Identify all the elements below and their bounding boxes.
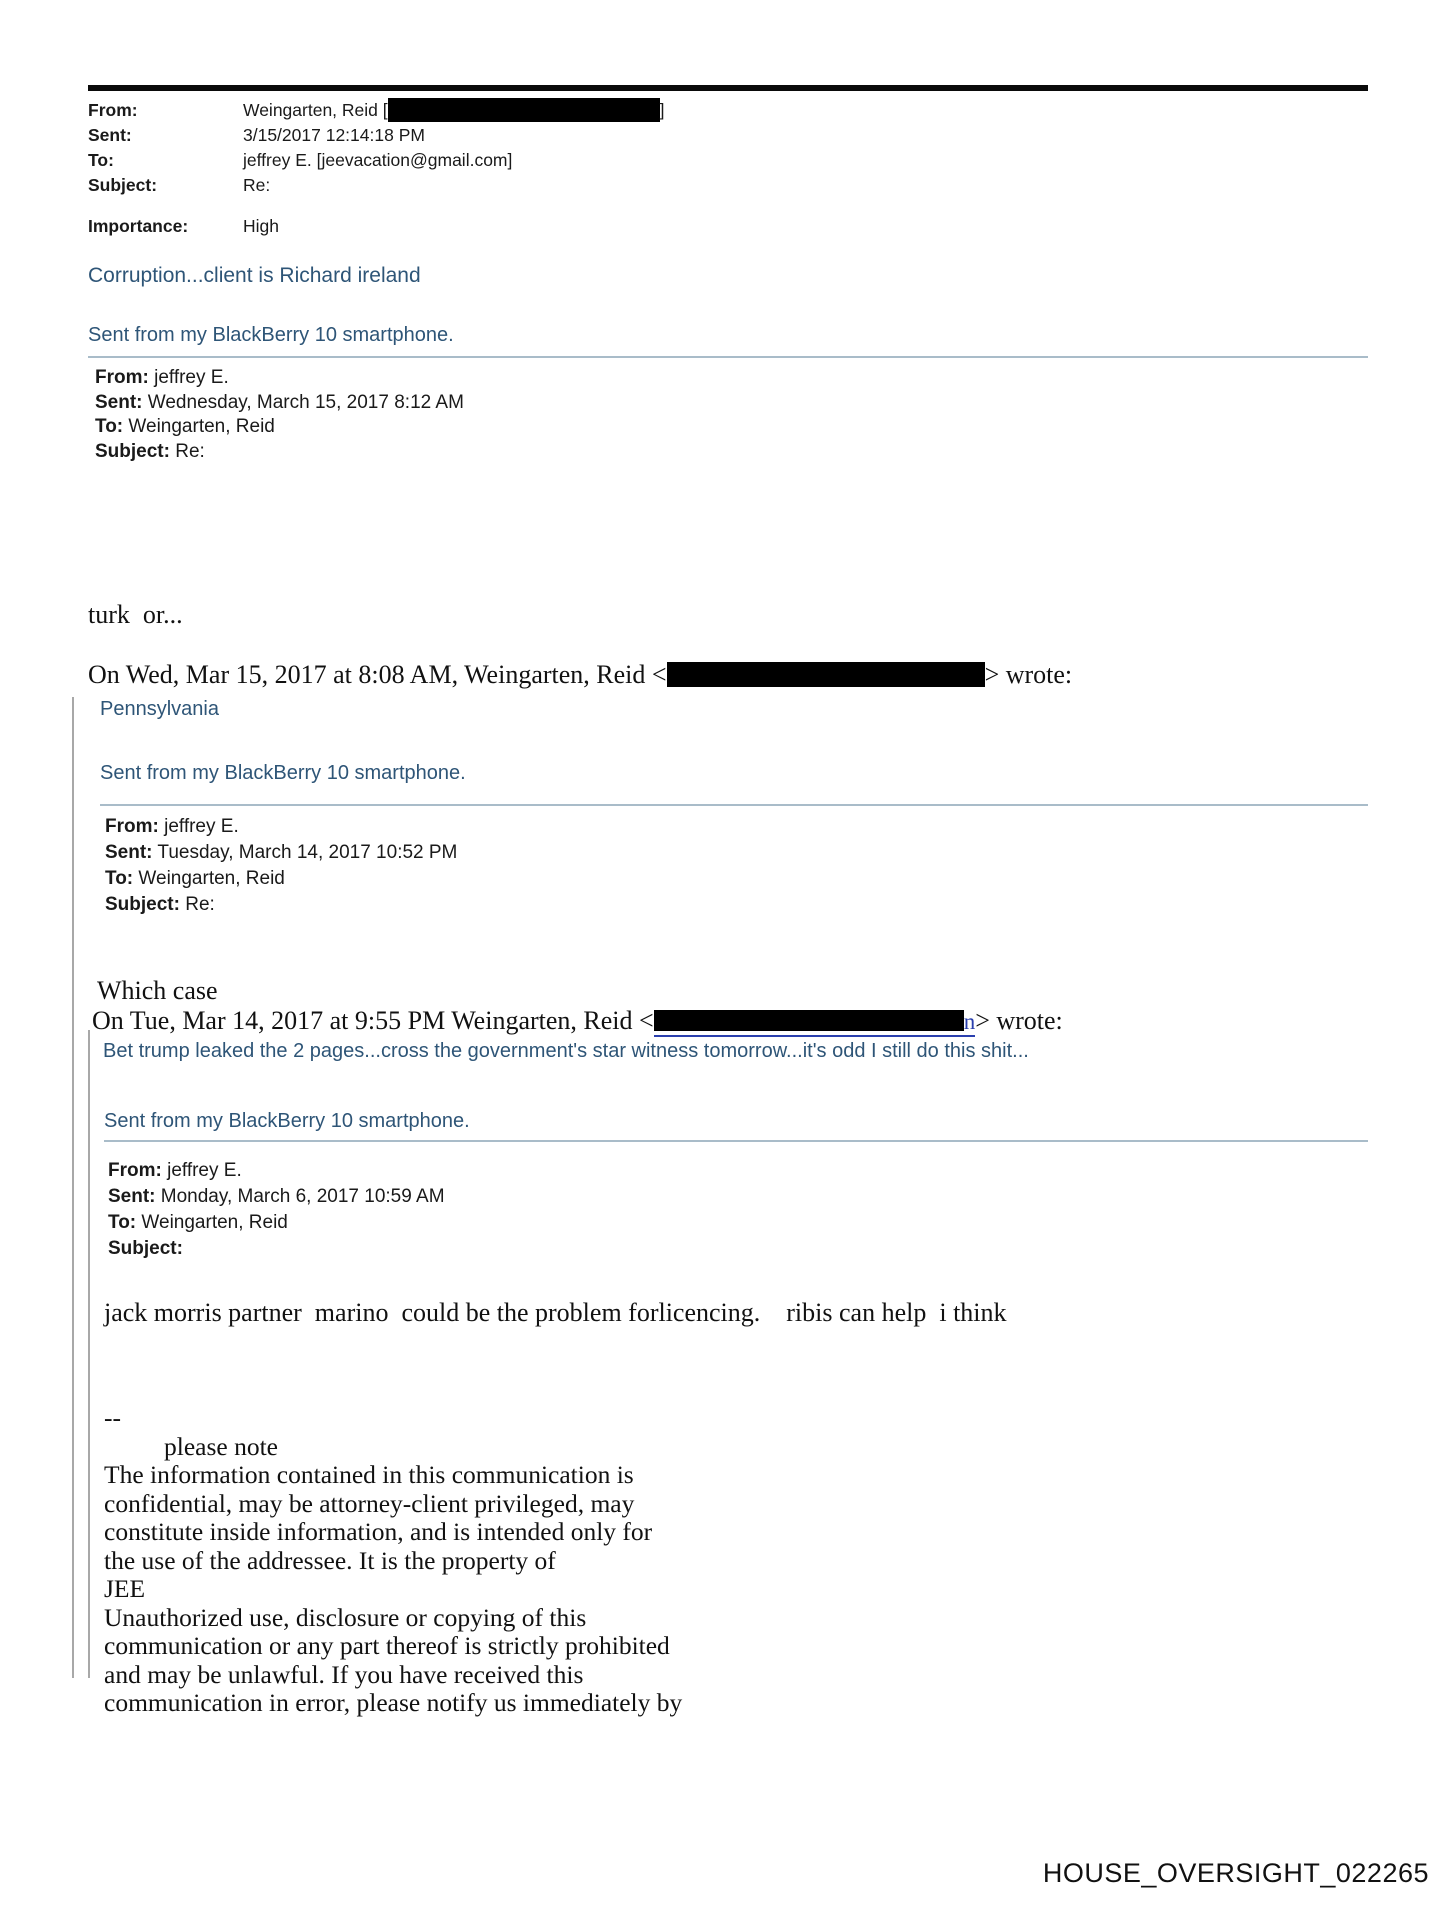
quoted-to-line [105,866,457,892]
to-label: To: [95,416,124,437]
disclaimer-line: constitute inside information, and is intended only for [104,1517,653,1546]
to-label: To: [105,868,134,889]
quote-bar-level-2 [88,1030,90,1678]
redaction-bar [654,1010,964,1031]
disclaimer-line: communication or any part thereof is strictly prohibited [104,1631,670,1660]
to-value: jeffrey E. [jeevacation@gmail.com] [243,150,513,170]
sent-value: Monday, March 6, 2017 10:59 AM [155,1186,445,1207]
blackberry-signature: Sent from my BlackBerry 10 smartphone. [104,1110,470,1132]
quoted-sent-line [95,391,464,416]
to-value: Weingarten, Reid [136,1212,288,1233]
to-value: Weingarten, Reid [133,868,285,889]
quoted-header-block [108,1158,445,1262]
disclaimer-line: The information contained in this communication is [104,1460,634,1489]
quoted-body-text: Pennsylvania [100,698,219,720]
quoted-to-line [108,1210,445,1236]
disclaimer-line: communication in error, please notify us immediately by [104,1688,683,1717]
message-body-text: turk or... [88,600,183,629]
sent-label: Sent: [88,125,132,145]
attribution-prefix: On Wed, Mar 15, 2017 at 8:08 AM, Weingarten, Reid < [88,660,667,689]
blackberry-signature: Sent from my BlackBerry 10 smartphone. [100,762,466,784]
quoted-header-block [95,366,464,464]
quoted-from-line [108,1158,445,1184]
subject-value: Re: [179,894,215,915]
divider-rule [100,804,1368,806]
attribution-prefix: On Tue, Mar 14, 2017 at 9:55 PM Weingarten, Reid < [92,1006,654,1035]
disclaimer-line: confidential, may be attorney-client privileged, may [104,1488,635,1518]
from-value [243,98,665,123]
quoted-to-line [95,415,464,440]
header-row-subject [88,173,665,198]
disclaimer-line: the use of the addressee. It is the property of [104,1545,556,1575]
importance-value: High [243,216,279,236]
bates-number: HOUSE_OVERSIGHT_022265 [1042,1858,1429,1888]
from-label: From: [95,367,149,388]
sent-label: Sent: [105,842,153,863]
subject-label: Subject: [95,440,170,462]
from-value: jeffrey E. [148,367,229,388]
visible-link-character: n [963,1009,976,1034]
quoted-from-line [105,814,457,840]
from-value: jeffrey E. [158,816,239,837]
attribution-line [88,660,1072,690]
signature-divider: -- [104,1403,121,1432]
to-label: To: [88,150,114,170]
to-label: To: [108,1212,137,1233]
quoted-sent-line [105,840,457,866]
attribution-suffix: > wrote: [984,660,1073,689]
disclaimer-line: Unauthorized use, disclosure or copying of this [104,1602,587,1632]
attribution-line [92,1006,1063,1036]
sent-value: Tuesday, March 14, 2017 10:52 PM [152,842,458,863]
from-label: From: [108,1160,162,1181]
redacted-email-link [654,1006,976,1037]
from-label: From: [105,816,159,837]
quoted-body-text: jack morris partner marino could be the problem forlicencing. ribis can help i think [104,1298,1007,1327]
sent-label: Sent: [95,391,143,413]
importance-label: Importance: [88,216,189,236]
to-value: Weingarten, Reid [123,416,275,437]
redaction-bar [388,98,660,122]
from-value-prefix: Weingarten, Reid [ [243,100,388,120]
from-label: From: [88,100,138,120]
disclaimer-line: JEE [104,1574,146,1603]
subject-label: Subject: [105,894,180,915]
disclaimer-title: please note [164,1431,278,1461]
blackberry-signature: Sent from my BlackBerry 10 smartphone. [88,324,454,346]
subject-value: Re: [243,175,271,195]
sent-label: Sent: [108,1186,156,1207]
subject-label: Subject: [108,1238,183,1259]
message-body-text: Corruption...client is Richard ireland [88,264,421,287]
quoted-header-block [105,814,457,918]
top-divider-rule [88,85,1368,91]
header-row-importance [88,216,279,237]
quoted-from-line [95,366,464,391]
from-value-suffix: ] [659,100,665,120]
quoted-subject-line [95,440,464,465]
quoted-subject-line [108,1236,445,1262]
quoted-sent-line [108,1184,445,1210]
header-row-sent [88,123,665,148]
divider-rule [88,356,1368,358]
divider-rule [104,1140,1368,1142]
sent-value: Wednesday, March 15, 2017 8:12 AM [142,391,464,413]
signature-disclaimer-block [104,1404,682,1718]
quoted-subject-line [105,892,457,918]
redaction-bar [667,662,985,687]
subject-value: Re: [169,440,205,462]
from-value: jeffrey E. [161,1160,242,1181]
disclaimer-line: and may be unlawful. If you have received this [104,1659,584,1689]
email-header [88,98,665,198]
sent-value: 3/15/2017 12:14:18 PM [243,125,425,145]
subject-label: Subject: [88,175,158,195]
attribution-suffix: > wrote: [975,1006,1063,1035]
quote-bar-level-1 [72,697,74,1678]
quoted-body-text: Which case [97,976,218,1005]
header-row-from [88,98,665,123]
quoted-body-text: Bet trump leaked the 2 pages...cross the government's star witness tomorrow...it's odd I still do this shit... [103,1040,1029,1062]
header-row-to [88,148,665,173]
